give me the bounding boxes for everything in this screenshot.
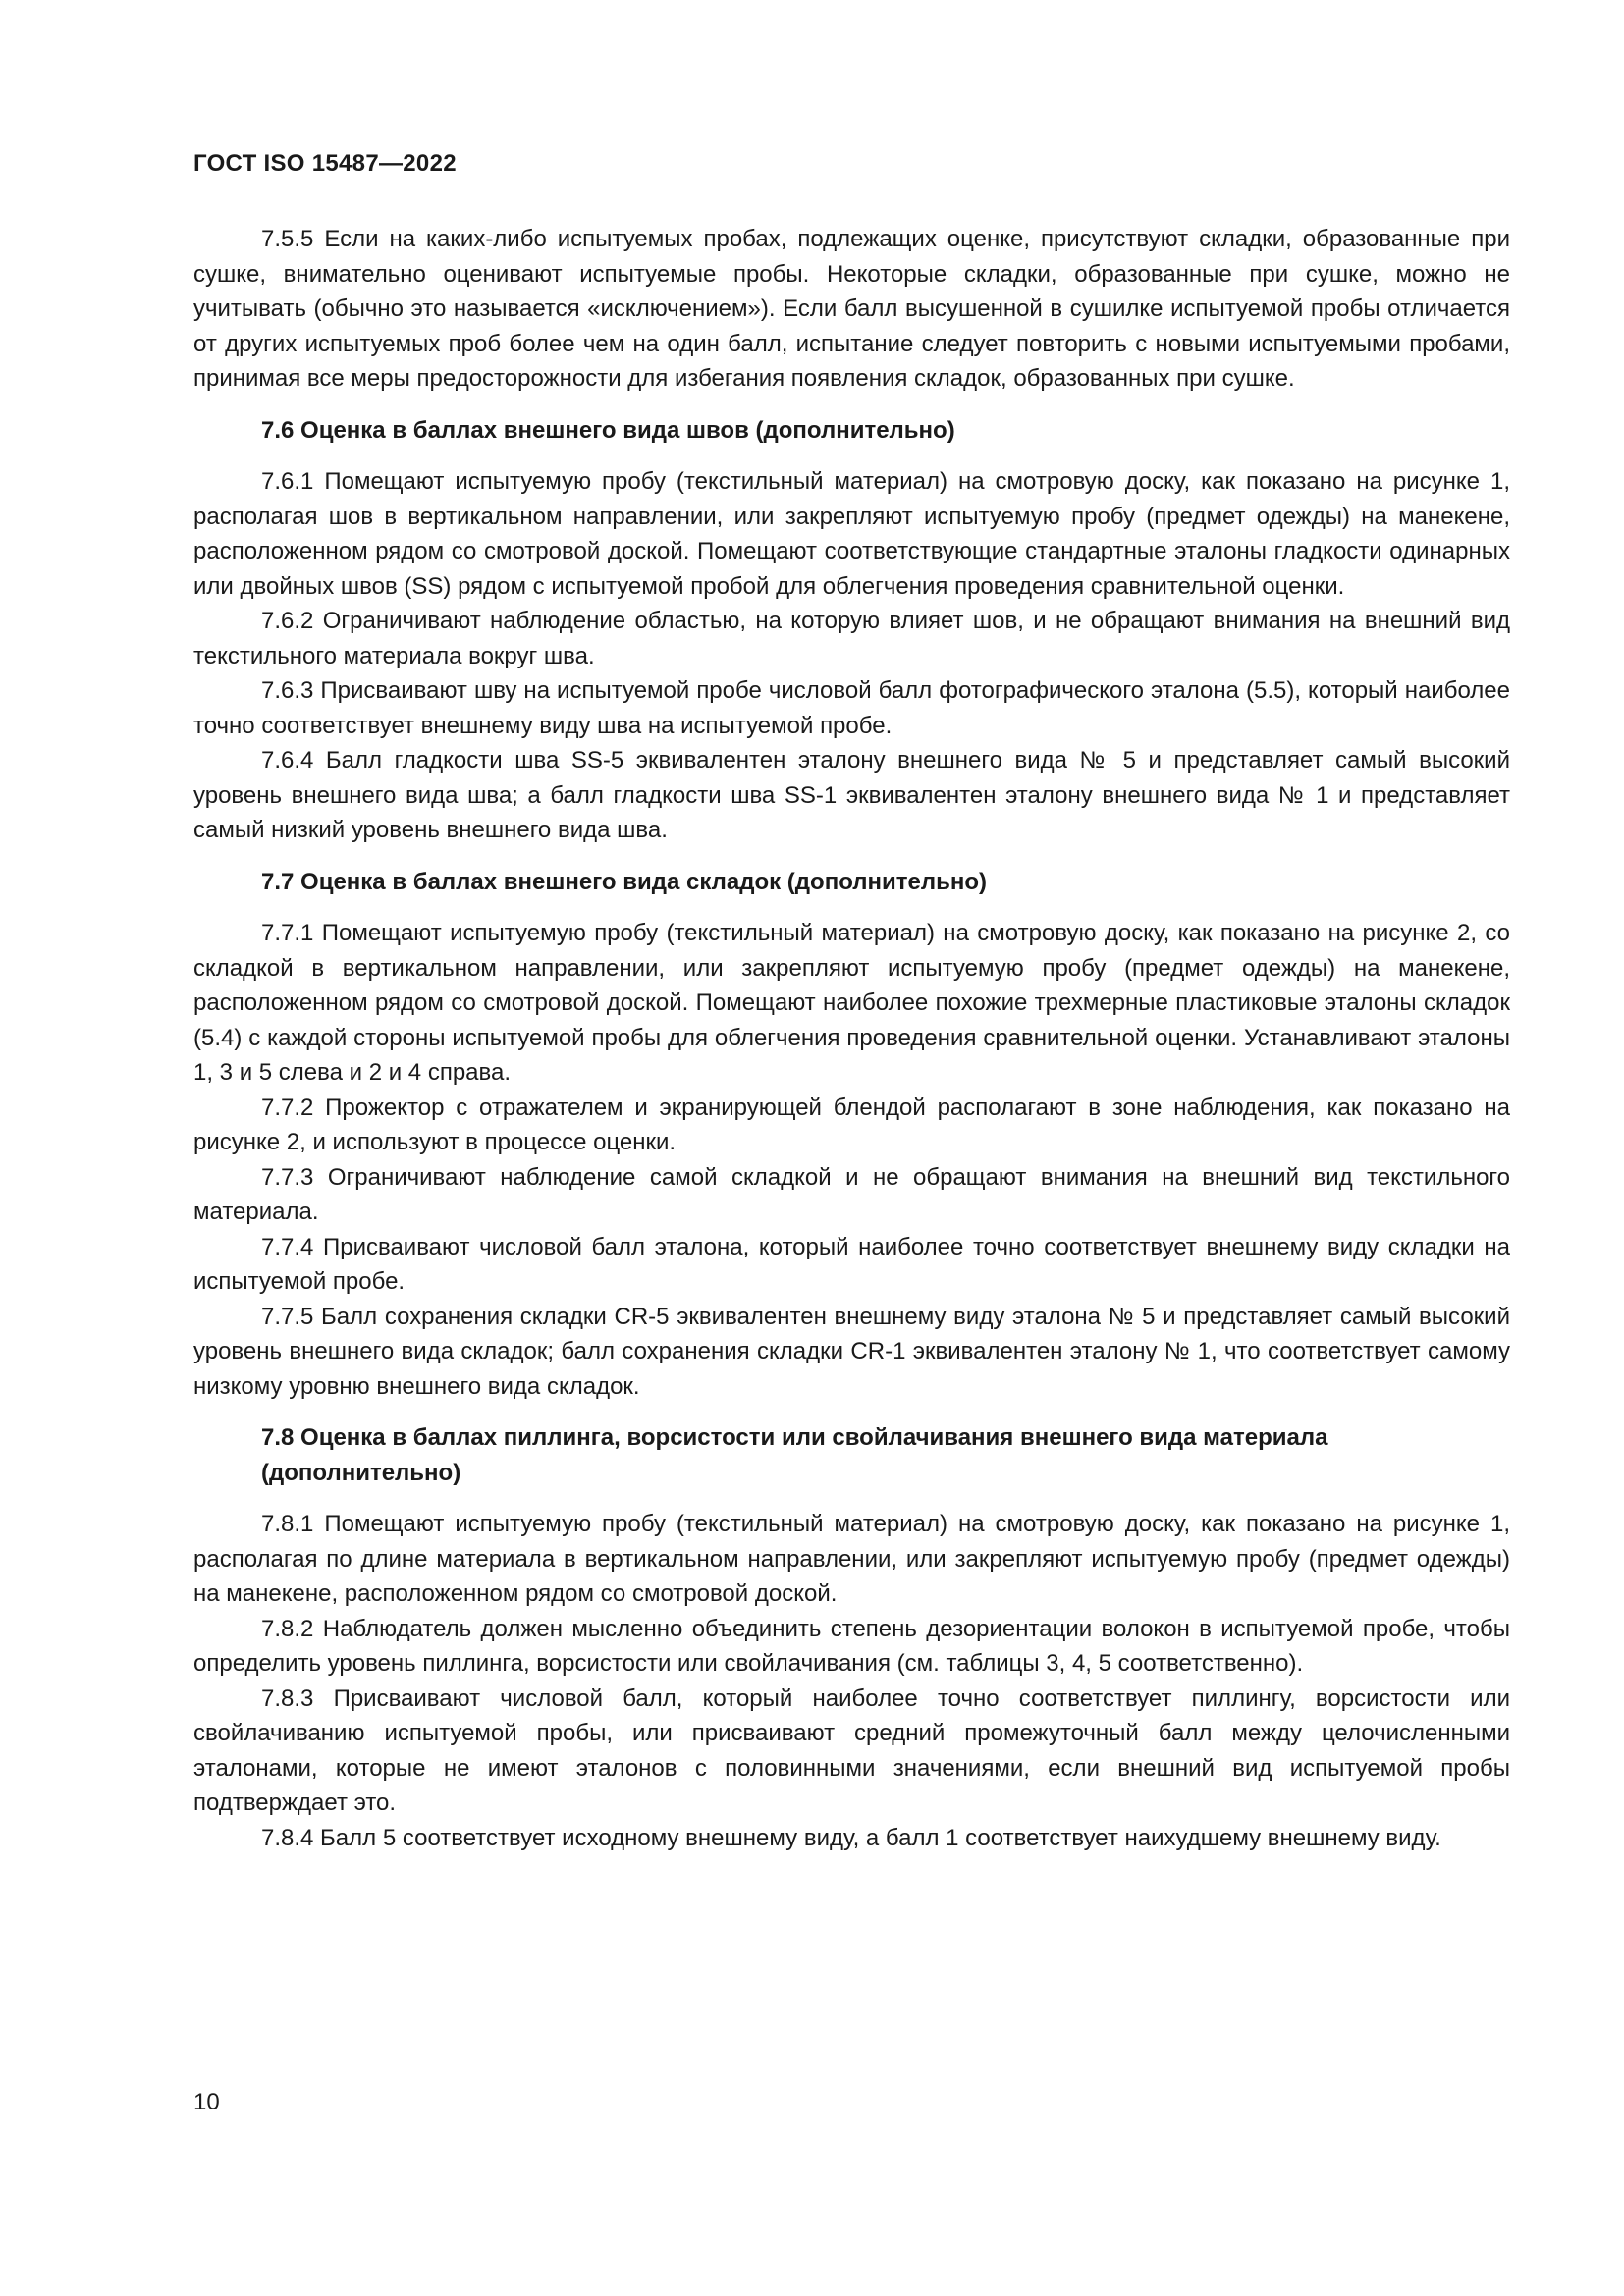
paragraph-7-6-3: 7.6.3 Присваивают шву на испытуемой пробе числовой балл фотографического эталона (5.5), который наиболее точно соответствует внешнему виду шва на испытуемой пробе. [193,677,1510,739]
section-heading-7-6: 7.6 Оценка в баллах внешнего вида швов (дополнительно) [261,416,955,444]
document-body [193,222,1510,1855]
paragraph-7-7-4: 7.7.4 Присваивают числовой балл эталона, который наиболее точно соответствует внешнему виду складки на испытуемой пробе. [193,1233,1510,1295]
paragraph-7-6-4: 7.6.4 Балл гладкости шва SS-5 эквивалентен эталону внешнего вида № 5 и представляет самый высокий уровень внешнего вида шва; а балл гладкости шва SS-1 эквивалентен эталону внешнего вида № 1 и представляет самый низкий уровень внешнего вида шва. [193,747,1510,843]
paragraph-7-5-5: 7.5.5 Если на каких-либо испытуемых пробах, подлежащих оценке, присутствуют складки, образованные при сушке, внимательно оценивают испытуемые пробы. Некоторые складки, образованные при сушке, можно не учитывать (обычно это называется «исключением»). Если балл высушенной в сушилке испытуемой пробы отличается от других испытуемых проб более чем на один балл, испытание следует повторить с новыми испытуемыми пробами, принимая все меры предосторожности для избегания появления складок, образованных при сушке. [193,226,1510,392]
paragraph-7-8-2: 7.8.2 Наблюдатель должен мысленно объединить степень дезориентации волокон в испытуемой пробе, чтобы определить уровень пиллинга, ворсистости или свойлачивания (см. таблицы 3, 4, 5 соответственно). [193,1615,1510,1677]
page-number: 10 [193,2089,220,2115]
section-heading-7-7: 7.7 Оценка в баллах внешнего вида складок (дополнительно) [261,868,987,895]
paragraph-7-8-1: 7.8.1 Помещают испытуемую пробу (текстильный материал) на смотровую доску, как показано на рисунке 1, располагая по длине материала в вертикальном направлении, или закрепляют испытуемую пробу (предмет одежды) на манекене, расположенном рядом со смотровой доской. [193,1511,1510,1607]
section-heading-7-8: 7.8 Оценка в баллах пиллинга, ворсистости или свойлачивания внешнего вида материала (дополнительно) [261,1424,1328,1486]
paragraph-7-8-4: 7.8.4 Балл 5 соответствует исходному внешнему виду, а балл 1 соответствует наихудшему внешнему виду. [261,1824,1441,1851]
paragraph-7-7-3: 7.7.3 Ограничивают наблюдение самой складкой и не обращают внимания на внешний вид текстильного материала. [193,1163,1510,1225]
paragraph-7-7-5: 7.7.5 Балл сохранения складки CR-5 эквивалентен внешнему виду эталона № 5 и представляет самый высокий уровень внешнего вида складок; балл сохранения складки CR-1 эквивалентен эталону № 1, что соответствует самому низкому уровню внешнего вида складок. [193,1303,1510,1400]
document-header: ГОСТ ISO 15487—2022 [193,150,457,177]
paragraph-7-6-1: 7.6.1 Помещают испытуемую пробу (текстильный материал) на смотровую доску, как показано на рисунке 1, располагая шов в вертикальном направлении, или закрепляют испытуемую пробу (предмет одежды) на манекене, расположенном рядом со смотровой доской. Помещают соответствующие стандартные эталоны гладкости одинарных или двойных швов (SS) рядом с испытуемой пробой для облегчения проведения сравнительной оценки. [193,468,1510,600]
paragraph-7-8-3: 7.8.3 Присваивают числовой балл, который наиболее точно соответствует пиллингу, ворсистости или свойлачиванию испытуемой пробы, или присваивают средний промежуточный балл между целочисленными эталонами, которые не имеют эталонов с половинными значениями, если внешний вид испытуемой пробы подтверждает это. [193,1684,1510,1816]
paragraph-7-7-2: 7.7.2 Прожектор с отражателем и экранирующей блендой располагают в зоне наблюдения, как показано на рисунке 2, и используют в процессе оценки. [193,1094,1510,1155]
paragraph-7-7-1: 7.7.1 Помещают испытуемую пробу (текстильный материал) на смотровую доску, как показано на рисунке 2, со складкой в вертикальном направлении, или закрепляют испытуемую пробу (предмет одежды) на манекене, расположенном рядом со смотровой доской. Помещают наиболее похожие трехмерные пластиковые эталоны складок (5.4) с каждой стороны испытуемой пробы для облегчения проведения сравнительной оценки. Устанавливают эталоны 1, 3 и 5 слева и 2 и 4 справа. [193,920,1510,1086]
paragraph-7-6-2: 7.6.2 Ограничивают наблюдение областью, на которую влияет шов, и не обращают внимания на внешний вид текстильного материала вокруг шва. [193,608,1510,669]
